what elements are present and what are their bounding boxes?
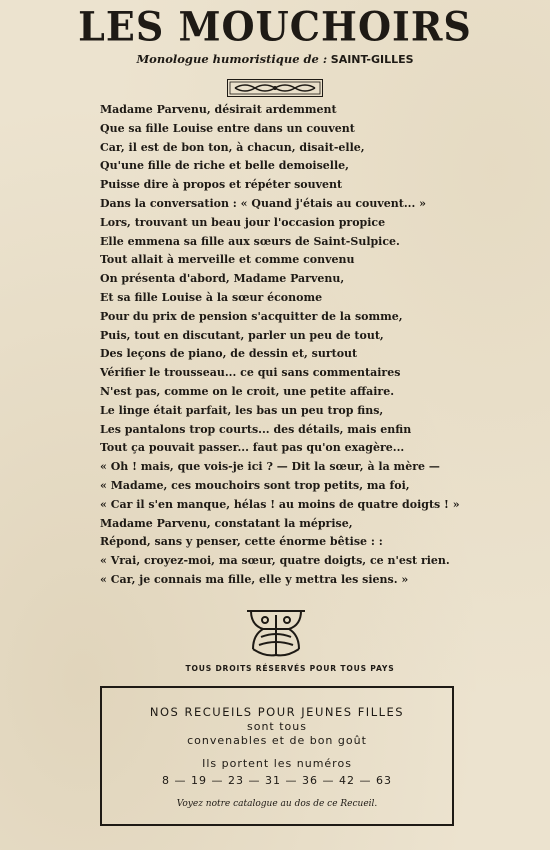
verse-line: Elle emmena sa fille aux sœurs de Saint-Sulpice. xyxy=(100,234,400,248)
verse-line: On présenta d'abord, Madame Parvenu, xyxy=(100,272,345,286)
subtitle-author: SAINT-GILLES xyxy=(330,53,414,66)
collection-numbers: 8 — 19 — 23 — 31 — 36 — 42 — 63 xyxy=(162,774,392,787)
poem-verses xyxy=(100,101,470,590)
verse-line: Le linge était parfait, les bas un peu trop fins, xyxy=(100,403,384,417)
verse-line: « Madame, ces mouchoirs sont trop petits, ma foi, xyxy=(100,478,410,492)
verse-line: Pour du prix de pension s'acquitter de la somme, xyxy=(100,309,403,323)
page-title: LES MOUCHOIRS xyxy=(78,2,472,51)
verse-line: N'est pas, comme on le croit, une petite affaire. xyxy=(100,384,395,398)
decorative-emblem-icon xyxy=(243,607,309,659)
verse-line: Des leçons de piano, de dessin et, surtout xyxy=(100,347,358,361)
verse-line: Madame Parvenu, constatant la méprise, xyxy=(100,516,353,530)
subtitle-monologue: Monologue humoristique de : xyxy=(136,52,328,66)
verse-line: Puis, tout en discutant, parler un peu de tout, xyxy=(100,328,384,342)
verse-line: Tout ça pouvait passer... faut pas qu'on exagère... xyxy=(100,441,405,455)
verse-line: « Car il s'en manque, hélas ! au moins de quatre doigts ! » xyxy=(100,497,460,511)
verse-line: Et sa fille Louise à la sœur économe xyxy=(100,290,323,304)
verse-line: Lors, trouvant un beau jour l'occasion propice xyxy=(100,215,386,229)
verse-line: Que sa fille Louise entre dans un couvent xyxy=(100,121,355,135)
subtitle xyxy=(0,52,550,66)
verse-line: Qu'une fille de riche et belle demoiselle, xyxy=(100,159,349,173)
verse-line: « Vrai, croyez-moi, ma sœur, quatre doigts, ce n'est rien. xyxy=(100,554,450,568)
box-line: sont tous xyxy=(247,720,307,733)
box-line: Ils portent les numéros xyxy=(202,757,352,770)
decorative-ornament-icon xyxy=(227,79,323,97)
verse-line: Puisse dire à propos et répéter souvent xyxy=(100,178,343,192)
verse-line: « Oh ! mais, que vois-je ici ? — Dit la sœur, à la mère — xyxy=(100,460,440,474)
verse-line: Madame Parvenu, désirait ardemment xyxy=(100,103,337,116)
box-line: convenables et de bon goût xyxy=(187,734,367,747)
verse-line: Vérifier le trousseau... ce qui sans commentaires xyxy=(100,366,401,380)
rights-notice: TOUS DROITS RÉSERVÉS POUR TOUS PAYS xyxy=(185,664,395,673)
verse-line: Les pantalons trop courts... des détails, mais enfin xyxy=(100,422,412,436)
box-heading: NOS RECUEILS POUR JEUNES FILLES xyxy=(149,705,405,719)
verse-line: Car, il est de bon ton, à chacun, disait-elle, xyxy=(100,140,365,154)
verse-line: Dans la conversation : « Quand j'étais au couvent... » xyxy=(100,196,427,210)
verse-line: « Car, je connais ma fille, elle y mettra les siens. » xyxy=(100,572,409,586)
catalogue-note: Voyez notre catalogue au dos de ce Recueil. xyxy=(176,799,378,809)
verse-line: Tout allait à merveille et comme convenu xyxy=(100,253,355,267)
collection-notice-box xyxy=(100,686,454,826)
verse-line: Répond, sans y penser, cette énorme bêtise : : xyxy=(100,535,383,549)
